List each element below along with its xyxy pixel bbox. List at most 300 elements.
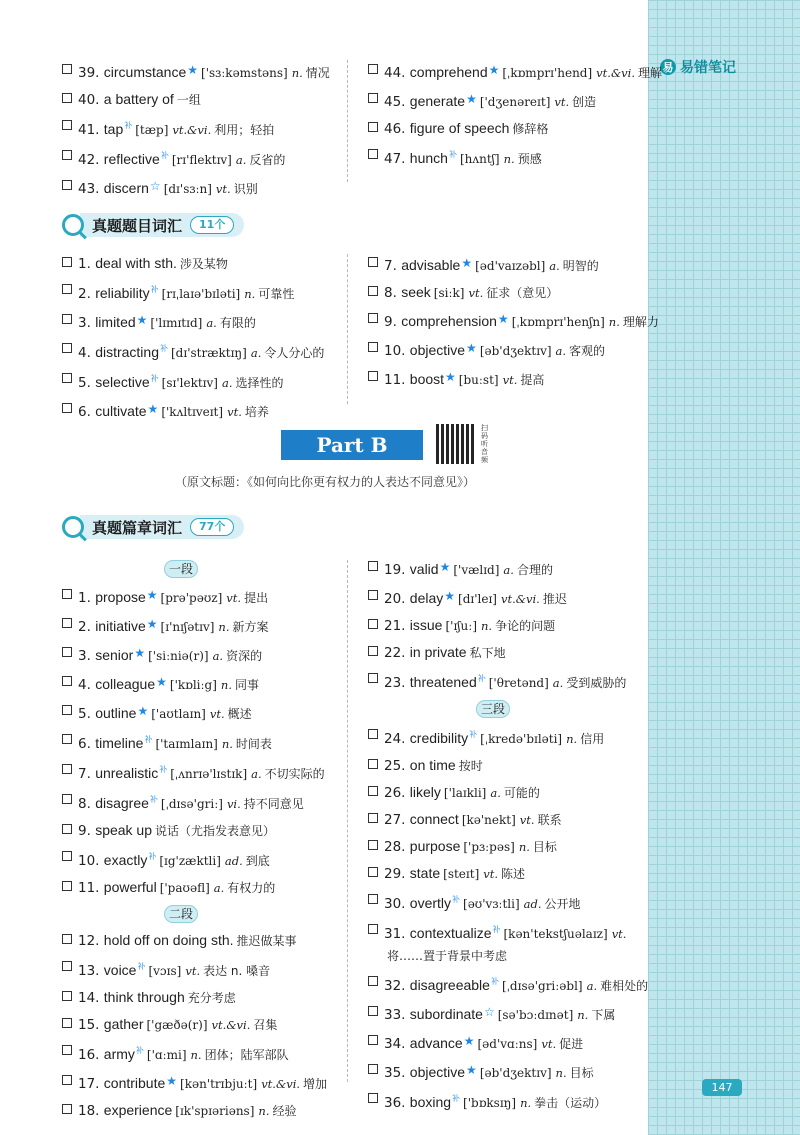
item-word: overtly	[409, 895, 452, 911]
item-word: advance	[409, 1035, 463, 1051]
item-number: 7.	[78, 766, 91, 782]
checkbox[interactable]	[368, 342, 378, 352]
vocab-item	[62, 1068, 337, 1097]
item-pos: a.	[586, 979, 598, 993]
checkbox[interactable]	[62, 961, 72, 971]
vocab-item	[62, 669, 337, 698]
item-word: comprehension	[401, 313, 497, 329]
star-icon: ★	[136, 313, 148, 327]
checkbox[interactable]	[62, 734, 72, 744]
page-number: 147	[702, 1079, 742, 1096]
vocab-item	[368, 752, 638, 779]
magnifier-icon	[62, 214, 84, 236]
brand-title: 易错笔记	[680, 60, 736, 76]
vocab-item	[368, 335, 638, 364]
item-word: reflective	[103, 151, 160, 167]
item-number: 4.	[78, 677, 91, 693]
item-word: discern	[103, 180, 149, 196]
item-number: 25.	[384, 758, 406, 774]
item-phonetic: [kə'nekt]	[461, 813, 516, 827]
item-number: 8.	[78, 796, 91, 812]
item-pos: vt.	[209, 707, 225, 721]
supplement-icon: 补	[144, 735, 153, 744]
vocab-item	[62, 787, 337, 817]
item-pos: vt.	[519, 813, 535, 827]
checkbox[interactable]	[368, 619, 378, 629]
question-list-right	[368, 250, 659, 393]
item-phonetic: [ˌdɪsə'griː]	[160, 797, 223, 811]
star-icon: ★	[146, 617, 158, 631]
item-number: 36.	[384, 1095, 406, 1111]
checkbox[interactable]	[62, 934, 72, 944]
item-number: 11.	[78, 880, 100, 896]
checkbox[interactable]	[368, 786, 378, 796]
checkbox[interactable]	[62, 851, 72, 861]
item-pos: n.	[258, 1104, 270, 1118]
checkbox[interactable]	[368, 976, 378, 986]
star-icon: ★	[444, 589, 456, 603]
section-title-bar	[80, 213, 244, 237]
paragraph-label-2: 二段	[164, 905, 198, 923]
checkbox[interactable]	[368, 813, 378, 823]
vocab-item	[368, 1028, 638, 1057]
item-number: 21.	[384, 618, 406, 634]
item-word: distracting	[95, 344, 159, 360]
checkbox[interactable]	[62, 120, 72, 130]
checkbox[interactable]	[368, 257, 378, 267]
item-number: 4.	[78, 345, 91, 361]
paragraph-1-items	[62, 582, 337, 901]
checkbox[interactable]	[62, 764, 72, 774]
item-meaning: 修辞格	[512, 122, 549, 136]
checkbox[interactable]	[368, 64, 378, 74]
item-word: advisable	[401, 257, 461, 273]
item-pos: vt.	[502, 373, 518, 387]
item-phonetic: ['bɒksɪŋ]	[463, 1096, 517, 1110]
item-phonetic: [ˌdɪsə'griːəbl]	[501, 979, 583, 993]
item-phonetic: ['ɑːmi]	[146, 1048, 187, 1062]
item-word: state	[409, 865, 441, 881]
item-pos: vt.	[483, 867, 499, 881]
item-meaning: 难相处的	[600, 979, 649, 993]
star-icon: ★	[439, 560, 451, 574]
vocab-item	[368, 364, 638, 393]
checkbox[interactable]	[368, 371, 378, 381]
section-exam-question-vocab	[62, 210, 244, 240]
item-pos: a.	[206, 316, 217, 330]
item-phonetic: ['vælɪd]	[453, 563, 500, 577]
item-phonetic: ['kɒliːg]	[169, 678, 217, 692]
item-pos: n.	[555, 1066, 567, 1080]
vocab-item	[62, 366, 337, 396]
item-pos: vi.	[226, 797, 241, 811]
vocab-item	[62, 844, 337, 874]
top-list-left	[62, 57, 337, 202]
vocab-item	[62, 1011, 337, 1038]
item-meaning: 推迟	[542, 592, 567, 606]
item-number: 45.	[384, 94, 406, 110]
item-pos: n.	[566, 732, 578, 746]
supplement-icon: 补	[160, 344, 168, 353]
checkbox[interactable]	[62, 343, 72, 353]
item-phonetic: [ɪk'spɪəriəns]	[175, 1104, 255, 1118]
checkbox[interactable]	[368, 1093, 378, 1103]
item-number: 40.	[78, 92, 100, 108]
checkbox[interactable]	[62, 1045, 72, 1055]
item-word: threatened	[409, 674, 477, 690]
item-word: voice	[103, 962, 137, 978]
item-number: 26.	[384, 785, 406, 801]
supplement-icon: 补	[477, 674, 486, 683]
section-title: 真题篇章词汇	[92, 518, 183, 537]
item-word: objective	[409, 342, 466, 358]
item-phonetic: ['paʊəfl]	[159, 881, 210, 895]
vocab-item	[368, 917, 638, 969]
checkbox[interactable]	[62, 991, 72, 1001]
star-icon: ★	[146, 588, 158, 602]
item-pos: ad.	[523, 897, 542, 911]
item-meaning: 信用	[580, 732, 605, 746]
checkbox[interactable]	[62, 1104, 72, 1114]
vocab-item	[62, 173, 337, 202]
item-phonetic: [vɔɪs]	[148, 964, 182, 978]
star-icon: ★	[461, 256, 473, 270]
star-icon: ★	[166, 1074, 178, 1088]
vocab-item	[368, 887, 638, 917]
item-meaning: 有限的	[219, 316, 256, 330]
item-pos: ad.	[224, 854, 243, 868]
item-word: issue	[409, 617, 443, 633]
item-meaning: 不切实际的	[264, 767, 325, 781]
item-word: hunch	[409, 150, 448, 166]
item-phonetic: ['siːniə(r)]	[148, 649, 209, 663]
item-pos: vt.&vi.	[172, 123, 212, 137]
item-phonetic: ['pɜːpəs]	[463, 840, 515, 854]
item-word: delay	[409, 590, 444, 606]
item-word: selective	[95, 374, 150, 390]
item-number: 19.	[384, 562, 406, 578]
section-count-badge: 11个	[190, 216, 234, 234]
item-meaning: 目标	[532, 840, 557, 854]
item-number: 10.	[78, 853, 100, 869]
checkbox[interactable]	[368, 840, 378, 850]
vocab-item	[368, 722, 638, 752]
item-meaning: 理解力	[622, 315, 659, 329]
checkbox[interactable]	[368, 759, 378, 769]
item-phonetic: ['kʌltɪveɪt]	[161, 405, 224, 419]
item-meaning: 推迟做某事	[236, 934, 297, 948]
checkbox[interactable]	[62, 150, 72, 160]
supplement-icon: 补	[148, 852, 157, 861]
item-pos: n.	[520, 1096, 532, 1110]
item-meaning: 新方案	[232, 620, 269, 634]
item-word: initiative	[95, 618, 146, 634]
item-phonetic: [rɪˌlaɪə'bɪləti]	[161, 287, 241, 301]
item-number: 33.	[384, 1007, 406, 1023]
checkbox[interactable]	[368, 122, 378, 132]
checkbox[interactable]	[368, 646, 378, 656]
checkbox[interactable]	[368, 313, 378, 323]
item-word: a battery of	[103, 91, 174, 107]
vocab-item	[62, 984, 337, 1011]
item-pos: vt.	[185, 964, 201, 978]
vocab-item	[62, 954, 337, 984]
item-word: timeline	[95, 735, 144, 751]
checkbox[interactable]	[368, 149, 378, 159]
item-word: subordinate	[409, 1006, 483, 1022]
item-word: seek	[401, 284, 431, 300]
star-icon: ☆	[483, 1005, 495, 1019]
item-number: 9.	[78, 823, 91, 839]
item-phonetic: [ˌkredə'bɪləti]	[480, 732, 563, 746]
item-word: tap	[103, 121, 124, 137]
star-icon: ★	[156, 675, 167, 689]
item-phonetic: [kən'trɪbjuːt]	[180, 1077, 258, 1091]
checkbox[interactable]	[62, 257, 72, 267]
checkbox[interactable]	[62, 824, 72, 834]
vocab-item	[368, 306, 659, 335]
item-phonetic: [əb'dʒektɪv]	[479, 344, 552, 358]
item-pos: n.	[608, 315, 620, 329]
item-phonetic: [prə'pəʊz]	[160, 591, 223, 605]
item-word: senior	[95, 647, 134, 663]
item-meaning: 受到威胁的	[566, 676, 627, 690]
vocab-item	[368, 1057, 638, 1086]
checkbox[interactable]	[368, 924, 378, 934]
checkbox[interactable]	[62, 618, 72, 628]
item-word: connect	[409, 811, 459, 827]
checkbox[interactable]	[62, 1075, 72, 1085]
star-icon: ★	[187, 63, 199, 77]
section-title: 真题题目词汇	[92, 216, 183, 235]
item-meaning: 联系	[537, 813, 562, 827]
item-meaning: 时间表	[235, 737, 272, 751]
item-number: 20.	[384, 591, 406, 607]
star-icon: ★	[445, 370, 456, 384]
item-number: 18.	[78, 1103, 100, 1119]
item-meaning: 目标	[569, 1066, 594, 1080]
item-meaning: 私下地	[469, 646, 506, 660]
item-meaning: 一组	[176, 93, 201, 107]
vocab-item	[62, 113, 337, 143]
vocab-item	[62, 817, 337, 844]
item-pos: vt.	[541, 1037, 557, 1051]
item-meaning: 提高	[520, 373, 545, 387]
item-meaning: 概述	[227, 707, 252, 721]
item-word: generate	[409, 93, 466, 109]
star-icon: ★	[147, 402, 159, 416]
item-word: limited	[95, 314, 136, 330]
item-phonetic: ['lɪmɪtɪd]	[150, 316, 203, 330]
item-meaning: 培养	[244, 405, 269, 419]
item-word: disagree	[95, 795, 149, 811]
column-divider	[347, 560, 348, 1082]
item-word: valid	[409, 561, 439, 577]
checkbox[interactable]	[368, 1064, 378, 1074]
item-word: on time	[409, 757, 456, 773]
vocab-item	[62, 1097, 337, 1124]
item-meaning: 召集	[253, 1018, 278, 1032]
item-number: 8.	[384, 285, 397, 301]
item-meaning: 同事	[234, 678, 259, 692]
item-phonetic: [kən'tekstʃuəlaɪz]	[503, 927, 608, 941]
item-number: 17.	[78, 1076, 100, 1092]
item-word: think through	[103, 989, 185, 1005]
item-phonetic: ['dʒenəreɪt]	[479, 95, 551, 109]
item-pos: a.	[555, 344, 567, 358]
supplement-icon: 补	[492, 925, 501, 934]
checkbox[interactable]	[62, 64, 72, 74]
checkbox[interactable]	[62, 647, 72, 657]
brand-logo-icon: 易	[660, 59, 676, 75]
supplement-icon: 补	[135, 1046, 144, 1055]
checkbox[interactable]	[368, 729, 378, 739]
section-exam-passage-vocab	[62, 512, 244, 542]
item-phonetic: [sɪ'lektɪv]	[161, 376, 218, 390]
item-number: 3.	[78, 315, 91, 331]
item-phonetic: [rɪ'flektɪv]	[171, 153, 232, 167]
paragraph-2-items-cont	[368, 554, 638, 696]
item-meaning: 反省的	[249, 153, 286, 167]
item-word: contextualize	[409, 925, 492, 941]
checkbox[interactable]	[62, 373, 72, 383]
item-pos: a.	[490, 786, 501, 800]
item-word: objective	[409, 1064, 466, 1080]
item-number: 1.	[78, 590, 91, 606]
passage-list-right	[368, 554, 649, 1116]
item-meaning: 陈述	[501, 867, 526, 881]
star-icon: ★	[488, 63, 500, 77]
item-pos: vt.&vi.	[596, 66, 636, 80]
item-word: comprehend	[409, 64, 488, 80]
item-meaning: 团体；陆军部队	[204, 1048, 289, 1062]
item-meaning: 争论的问题	[495, 619, 556, 633]
item-phonetic: [steɪt]	[443, 867, 480, 881]
item-word: propose	[95, 589, 146, 605]
checkbox[interactable]	[368, 673, 378, 683]
checkbox[interactable]	[62, 794, 72, 804]
supplement-icon: 补	[160, 151, 169, 160]
star-icon: ★	[134, 646, 146, 660]
vocab-item	[62, 927, 337, 954]
checkbox[interactable]	[62, 403, 72, 413]
checkbox[interactable]	[62, 589, 72, 599]
item-number: 5.	[78, 706, 91, 722]
qr-label: 扫码听音频	[481, 424, 488, 464]
item-pos: vt.&vi.	[211, 1018, 251, 1032]
item-phonetic: [siːk]	[433, 286, 465, 300]
item-pos: n.	[291, 66, 303, 80]
paragraph-label-1: 一段	[164, 560, 198, 578]
vocab-item	[368, 806, 638, 833]
checkbox[interactable]	[62, 93, 72, 103]
item-pos: n.	[220, 678, 232, 692]
star-icon: ★	[137, 704, 149, 718]
part-b-banner: Part B	[281, 430, 423, 460]
item-pos: a.	[251, 767, 262, 781]
item-phonetic: ['taɪmlaɪn]	[155, 737, 218, 751]
magnifier-icon	[62, 516, 84, 538]
item-pos: a.	[250, 346, 262, 360]
grid-sidebar	[648, 0, 800, 1135]
vocab-item	[62, 698, 337, 727]
checkbox[interactable]	[368, 1006, 378, 1016]
item-meaning: 征求（意见）	[486, 286, 559, 300]
item-number: 46.	[384, 121, 406, 137]
checkbox[interactable]	[368, 561, 378, 571]
checkbox[interactable]	[368, 894, 378, 904]
qr-code-icon[interactable]	[436, 424, 476, 464]
item-phonetic: [hʌntʃ]	[459, 152, 500, 166]
checkbox[interactable]	[62, 1018, 72, 1028]
star-icon: ★	[497, 312, 509, 326]
item-phonetic: [tæp]	[135, 123, 169, 137]
item-number: 39.	[78, 65, 100, 81]
item-pos: a.	[212, 649, 224, 663]
item-word: figure of speech	[409, 120, 510, 136]
star-icon: ☆	[149, 179, 161, 193]
item-phonetic: ['θretənd]	[488, 676, 549, 690]
checkbox[interactable]	[62, 314, 72, 324]
checkbox[interactable]	[62, 881, 72, 891]
item-meaning: 预感	[517, 152, 542, 166]
item-pos: vt.	[226, 591, 242, 605]
star-icon: ★	[463, 1034, 475, 1048]
section-title-bar	[80, 515, 244, 539]
item-word: exactly	[103, 852, 148, 868]
supplement-icon: 补	[452, 895, 461, 904]
item-pos: n.	[503, 152, 515, 166]
item-meaning: 有权力的	[227, 881, 276, 895]
item-word: colleague	[95, 676, 156, 692]
item-pos: vt.&vi.	[261, 1077, 301, 1091]
vocab-item	[62, 57, 337, 86]
item-number: 31.	[384, 926, 406, 942]
section-count-badge: 77个	[190, 518, 234, 536]
checkbox[interactable]	[368, 93, 378, 103]
item-word: boost	[409, 371, 445, 387]
checkbox[interactable]	[62, 180, 72, 190]
item-meaning: 明智的	[562, 259, 599, 273]
item-word: speak up	[95, 822, 153, 838]
checkbox[interactable]	[62, 284, 72, 294]
vocab-item	[368, 612, 638, 639]
vocab-item	[368, 554, 638, 583]
item-word: credibility	[409, 730, 469, 746]
item-word: in private	[409, 644, 467, 660]
item-meaning: 选择性的	[235, 376, 284, 390]
item-meaning: 创造	[572, 95, 597, 109]
item-number: 1.	[78, 256, 91, 272]
item-meaning: 拳击（运动）	[534, 1096, 607, 1110]
checkbox[interactable]	[368, 1035, 378, 1045]
supplement-icon: 补	[490, 977, 499, 986]
item-number: 14.	[78, 990, 100, 1006]
checkbox[interactable]	[62, 676, 72, 686]
item-meaning: 经验	[272, 1104, 297, 1118]
item-meaning: 到底	[245, 854, 270, 868]
paragraph-2-items	[62, 927, 337, 1124]
checkbox[interactable]	[368, 286, 378, 296]
checkbox[interactable]	[62, 705, 72, 715]
item-phonetic: [buːst]	[458, 373, 499, 387]
vocab-item	[368, 86, 638, 115]
checkbox[interactable]	[368, 590, 378, 600]
checkbox[interactable]	[368, 867, 378, 877]
item-phonetic: [dɪ'leɪ]	[458, 592, 497, 606]
brand-header	[660, 56, 736, 78]
vocab-item	[368, 969, 649, 999]
